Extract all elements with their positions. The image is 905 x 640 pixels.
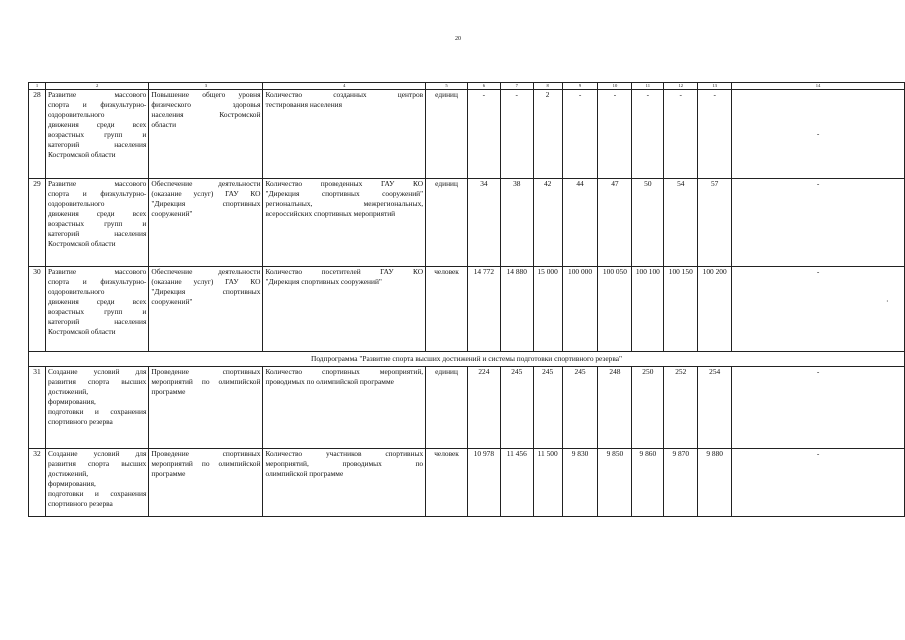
subprogram-row (29, 352, 905, 367)
header-cell: 10 (598, 83, 632, 90)
goal-cell (45, 179, 148, 267)
header-cell: 2 (45, 83, 148, 90)
value-cell: 9 870 (664, 449, 698, 517)
value-cell: 9 830 (562, 449, 598, 517)
value-cell: 254 (698, 367, 732, 449)
note-cell: - (732, 267, 905, 352)
task-cell-line: мероприятий по олимпийской (151, 459, 261, 468)
goal-cell-line: подготовки и сохранения (47, 407, 147, 416)
goal-cell-line: движения среди всех (47, 209, 147, 218)
value-cell: - (632, 90, 664, 179)
task-cell-line: сооружений" (151, 209, 193, 218)
task-cell (149, 267, 263, 352)
goal-cell-line: движения среди всех (47, 120, 147, 129)
value-cell: - (698, 90, 732, 179)
header-cell: 6 (467, 83, 500, 90)
goal-cell-line: Развитие массового (47, 179, 147, 188)
goal-cell-line: формирования, (47, 479, 96, 488)
task-cell-line: Повышение общего уровня (151, 90, 261, 99)
value-cell: 9 850 (598, 449, 632, 517)
row-number: 30 (29, 267, 46, 352)
goal-cell-line: возрастных групп и (47, 307, 147, 316)
header-row (29, 83, 905, 90)
table-row (29, 449, 905, 517)
goal-cell-line: оздоровительного (47, 110, 105, 119)
task-cell (149, 367, 263, 449)
note-cell: - (732, 90, 905, 179)
row-number: 31 (29, 367, 46, 449)
indicator-cell-line: Количество проведенных ГАУ КО (265, 179, 424, 188)
indicators-table (28, 82, 905, 517)
indicator-cell-line: олимпийской программе (265, 469, 344, 478)
task-cell-line: населения Костромской (151, 110, 261, 119)
indicator-cell-line: "Дирекция спортивных сооружений" (265, 189, 424, 198)
header-cell: 14 (732, 83, 905, 90)
goal-cell-line: движения среди всех (47, 297, 147, 306)
table-row (29, 367, 905, 449)
page-number: 20 (455, 36, 461, 42)
value-cell: 42 (533, 179, 562, 267)
task-cell-line: программе (151, 387, 186, 396)
row-number: 32 (29, 449, 46, 517)
value-cell: - (500, 90, 533, 179)
value-cell: 100 200 (698, 267, 732, 352)
goal-cell-line: достижений, (47, 387, 89, 396)
table-row (29, 90, 905, 179)
value-cell: 100 000 (562, 267, 598, 352)
task-cell-line: физического здоровья (151, 100, 261, 109)
value-cell: 250 (632, 367, 664, 449)
header-cell: 5 (426, 83, 468, 90)
unit-cell: человек (426, 449, 468, 517)
task-cell-line: Обеспечение деятельности (151, 267, 261, 276)
goal-cell-line: спортивного резерва (47, 417, 113, 426)
goal-cell-line: категорий населения (47, 140, 147, 149)
value-cell: 100 100 (632, 267, 664, 352)
goal-cell (45, 267, 148, 352)
goal-cell-line: Развитие массового (47, 267, 147, 276)
goal-cell-line: достижений, (47, 469, 89, 478)
task-cell-line: Обеспечение деятельности (151, 179, 261, 188)
value-cell: 14 880 (500, 267, 533, 352)
value-cell: 245 (562, 367, 598, 449)
goal-cell-line: спортивного резерва (47, 499, 113, 508)
task-cell-line: мероприятий по олимпийской (151, 377, 261, 386)
subprogram-title: Подпрограмма "Развитие спорта высших достижений и системы подготовки спортивного резерва" (29, 352, 905, 367)
value-cell: 9 880 (698, 449, 732, 517)
goal-cell-line: Создание условий для (47, 449, 147, 458)
value-cell: 252 (664, 367, 698, 449)
goal-cell (45, 367, 148, 449)
indicator-cell-line: проводимых по олимпийской программе (265, 377, 394, 386)
header-cell: 4 (263, 83, 426, 90)
task-cell-line: области (151, 120, 177, 129)
value-cell: 2 (533, 90, 562, 179)
unit-cell: единиц (426, 367, 468, 449)
header-cell: 3 (149, 83, 263, 90)
row-number: 28 (29, 90, 46, 179)
goal-cell-line: Развитие массового (47, 90, 147, 99)
header-cell: 1 (29, 83, 46, 90)
header-cell: 12 (664, 83, 698, 90)
value-cell: - (664, 90, 698, 179)
goal-cell-line: Костромской области (47, 327, 116, 336)
goal-cell-line: спорта и физкультурно- (47, 189, 147, 198)
value-cell: 54 (664, 179, 698, 267)
goal-cell-line: Создание условий для (47, 367, 147, 376)
value-cell: 38 (500, 179, 533, 267)
indicator-cell (263, 179, 426, 267)
unit-cell: человек (426, 267, 468, 352)
goal-cell-line: Костромской области (47, 150, 116, 159)
goal-cell-line: формирования, (47, 397, 96, 406)
goal-cell-line: развития спорта высших (47, 459, 147, 468)
note-cell: - (732, 449, 905, 517)
value-cell: - (467, 90, 500, 179)
task-cell (149, 90, 263, 179)
value-cell: 47 (598, 179, 632, 267)
goal-cell-line: категорий населения (47, 229, 147, 238)
indicator-cell-line: "Дирекция спортивных сооружений" (265, 277, 382, 286)
value-cell: 34 (467, 179, 500, 267)
goal-cell (45, 90, 148, 179)
unit-cell: единиц (426, 90, 468, 179)
value-cell: 100 050 (598, 267, 632, 352)
value-cell: - (562, 90, 598, 179)
header-cell: 13 (698, 83, 732, 90)
indicator-cell-line: мероприятий, проводимых по (265, 459, 424, 468)
note-cell: - (732, 179, 905, 267)
indicator-cell (263, 449, 426, 517)
value-cell: 11 500 (533, 449, 562, 517)
indicator-cell-line: Количество посетителей ГАУ КО (265, 267, 424, 276)
goal-cell-line: возрастных групп и (47, 219, 147, 228)
task-cell-line: Проведение спортивных (151, 449, 261, 458)
unit-cell: единиц (426, 179, 468, 267)
goal-cell-line: категорий населения (47, 317, 147, 326)
value-cell: 224 (467, 367, 500, 449)
header-cell: 7 (500, 83, 533, 90)
indicator-cell-line: Количество спортивных мероприятий, (265, 367, 424, 376)
note-cell: - (732, 367, 905, 449)
table-row (29, 179, 905, 267)
scan-speck: · (886, 297, 889, 306)
indicator-cell-line: Количество участников спортивных (265, 449, 424, 458)
goal-cell-line: возрастных групп и (47, 130, 147, 139)
value-cell: 14 772 (467, 267, 500, 352)
header-cell: 11 (632, 83, 664, 90)
goal-cell-line: оздоровительного (47, 199, 105, 208)
indicator-cell-line: регионалъных, межрегиональных, (265, 199, 424, 208)
task-cell-line: (оказание услуг) ГАУ КО (151, 277, 261, 286)
indicator-cell (263, 90, 426, 179)
task-cell (149, 449, 263, 517)
header-cell: 8 (533, 83, 562, 90)
value-cell: 50 (632, 179, 664, 267)
task-cell-line: (оказание услуг) ГАУ КО (151, 189, 261, 198)
task-cell-line: программе (151, 469, 186, 478)
task-cell-line: сооружений" (151, 297, 193, 306)
value-cell: 10 978 (467, 449, 500, 517)
value-cell: 9 860 (632, 449, 664, 517)
value-cell: 248 (598, 367, 632, 449)
value-cell: 11 456 (500, 449, 533, 517)
task-cell-line: "Дирекция спортивных (151, 287, 261, 296)
indicator-cell-line: всероссийских спортивных мероприятий (265, 209, 396, 218)
value-cell: 15 000 (533, 267, 562, 352)
goal-cell-line: подготовки и сохранения (47, 489, 147, 498)
task-cell-line: Проведение спортивных (151, 367, 261, 376)
value-cell: 44 (562, 179, 598, 267)
goal-cell-line: спорта и физкультурно- (47, 277, 147, 286)
goal-cell (45, 449, 148, 517)
indicator-cell-line: тестирования населения (265, 100, 343, 109)
table-row (29, 267, 905, 352)
indicator-cell (263, 267, 426, 352)
task-cell-line: "Дирекция спортивных (151, 199, 261, 208)
value-cell: 245 (533, 367, 562, 449)
value-cell: 57 (698, 179, 732, 267)
goal-cell-line: спорта и физкультурно- (47, 100, 147, 109)
header-cell: 9 (562, 83, 598, 90)
value-cell: 100 150 (664, 267, 698, 352)
value-cell: 245 (500, 367, 533, 449)
row-number: 29 (29, 179, 46, 267)
goal-cell-line: оздоровительного (47, 287, 105, 296)
indicator-cell-line: Количество созданных центров (265, 90, 424, 99)
indicator-cell (263, 367, 426, 449)
value-cell: - (598, 90, 632, 179)
goal-cell-line: развития спорта высших (47, 377, 147, 386)
task-cell (149, 179, 263, 267)
goal-cell-line: Костромской области (47, 239, 116, 248)
